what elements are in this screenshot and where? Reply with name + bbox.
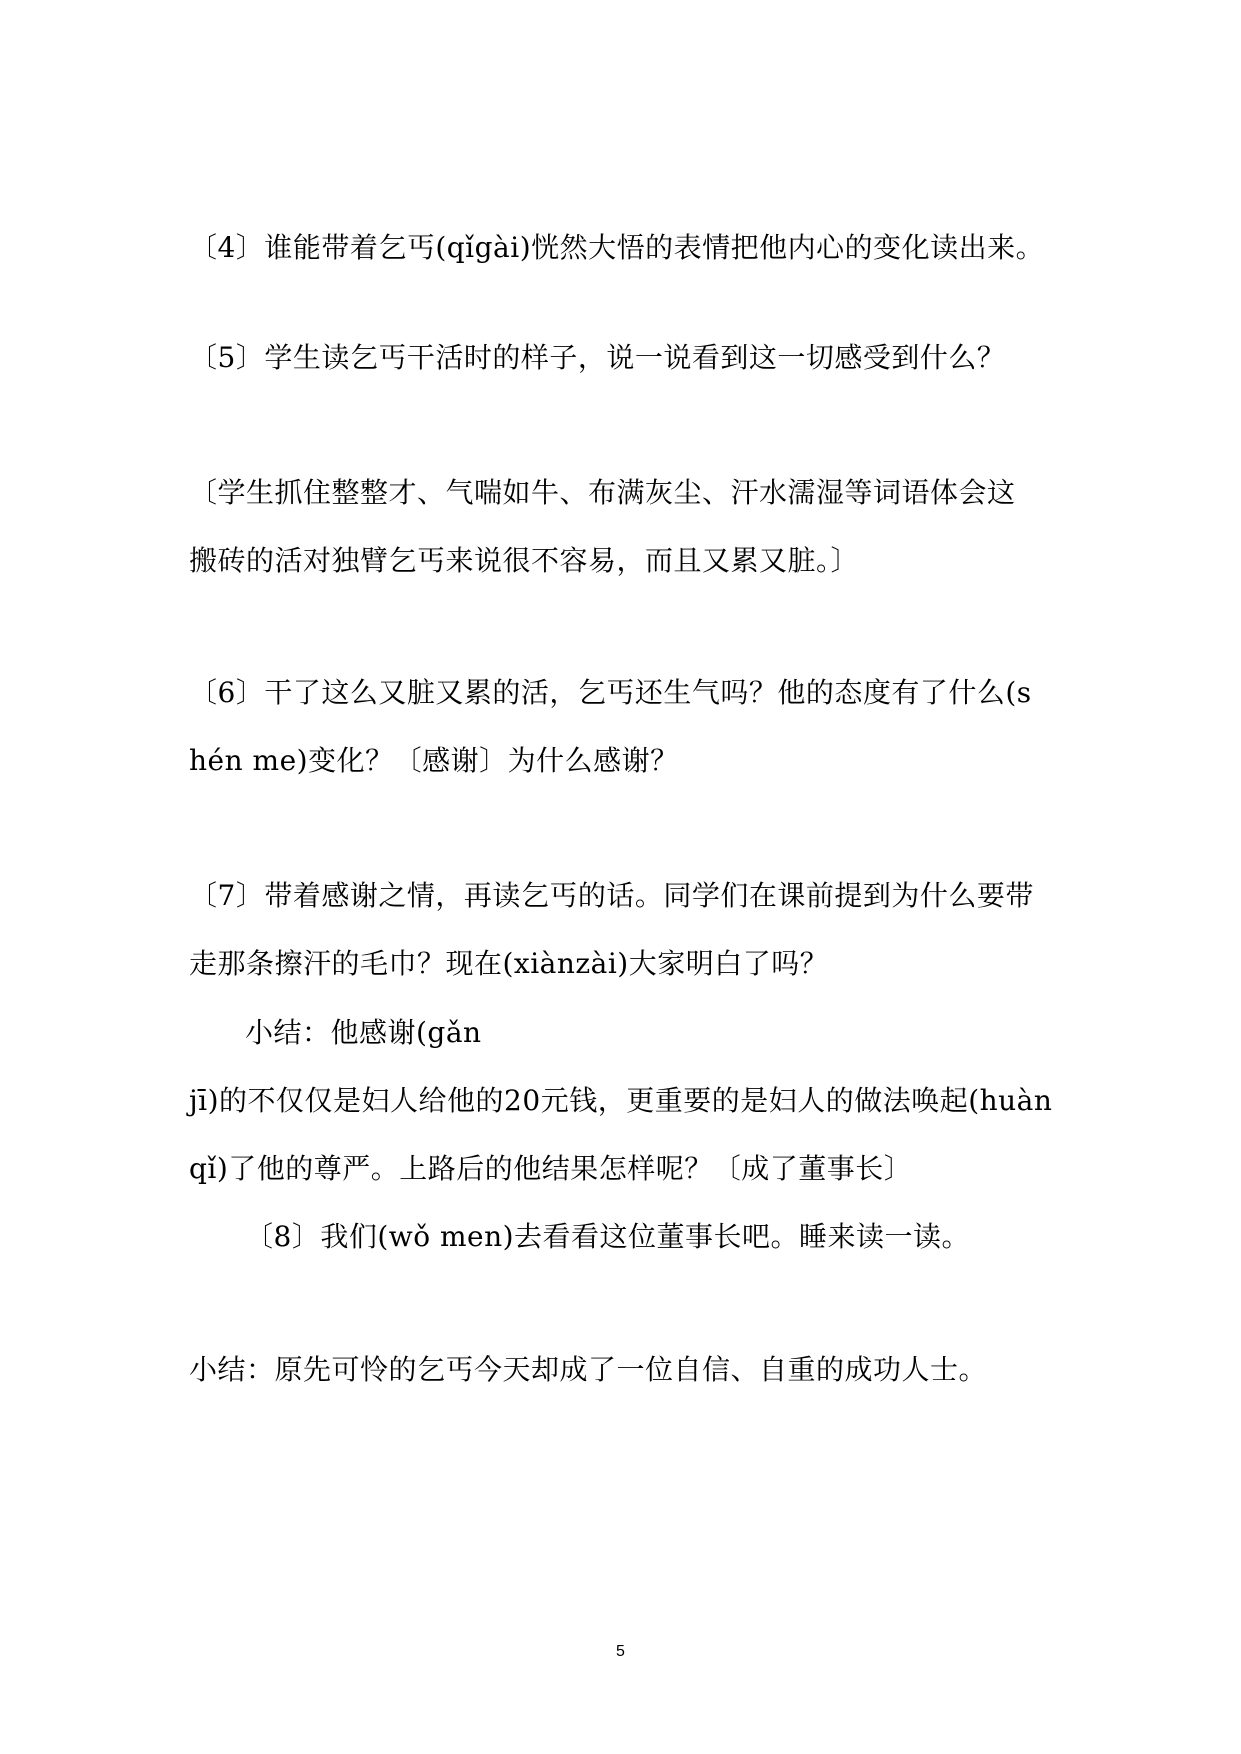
paragraph-6-line-1: 〔6〕干了这么又脏又累的活，乞丐还生气吗？他的态度有了什么(s <box>189 676 1032 709</box>
summary-1-line-3: qǐ)了他的尊严。上路后的他结果怎样呢？〔成了董事长〕 <box>189 1152 913 1185</box>
paragraph-5-note-line-1: 〔学生抓住整整才、气喘如牛、布满灰尘、汗水濡湿等词语体会这 <box>189 476 1016 509</box>
paragraph-7-line-2: 走那条擦汗的毛巾？现在(xiànzài)大家明白了吗？ <box>189 947 829 980</box>
summary-1-line-2: jī)的不仅仅是妇人给他的20元钱，更重要的是妇人的做法唤起(huàn <box>189 1084 1053 1117</box>
paragraph-6-line-2: hén me)变化？〔感谢〕为什么感谢？ <box>189 744 679 777</box>
summary-2: 小结：原先可怜的乞丐今天却成了一位自信、自重的成功人士。 <box>189 1353 988 1386</box>
paragraph-5-note-line-2: 搬砖的活对独臂乞丐来说很不容易，而且又累又脏。〕 <box>189 544 860 577</box>
page-number: 5 <box>616 1643 625 1660</box>
summary-1-line-1: 小结：他感谢(gǎn <box>245 1016 482 1049</box>
paragraph-4: 〔4〕谁能带着乞丐(qǐgài)恍然大悟的表情把他内心的变化读出来。 <box>189 231 1045 264</box>
paragraph-8: 〔8〕我们(wǒ men)去看看这位董事长吧。睡来读一读。 <box>245 1220 971 1253</box>
paragraph-7-line-1: 〔7〕带着感谢之情，再读乞丐的话。同学们在课前提到为什么要带 <box>189 879 1034 912</box>
paragraph-5: 〔5〕学生读乞丐干活时的样子，说一说看到这一切感受到什么？ <box>189 341 1006 374</box>
